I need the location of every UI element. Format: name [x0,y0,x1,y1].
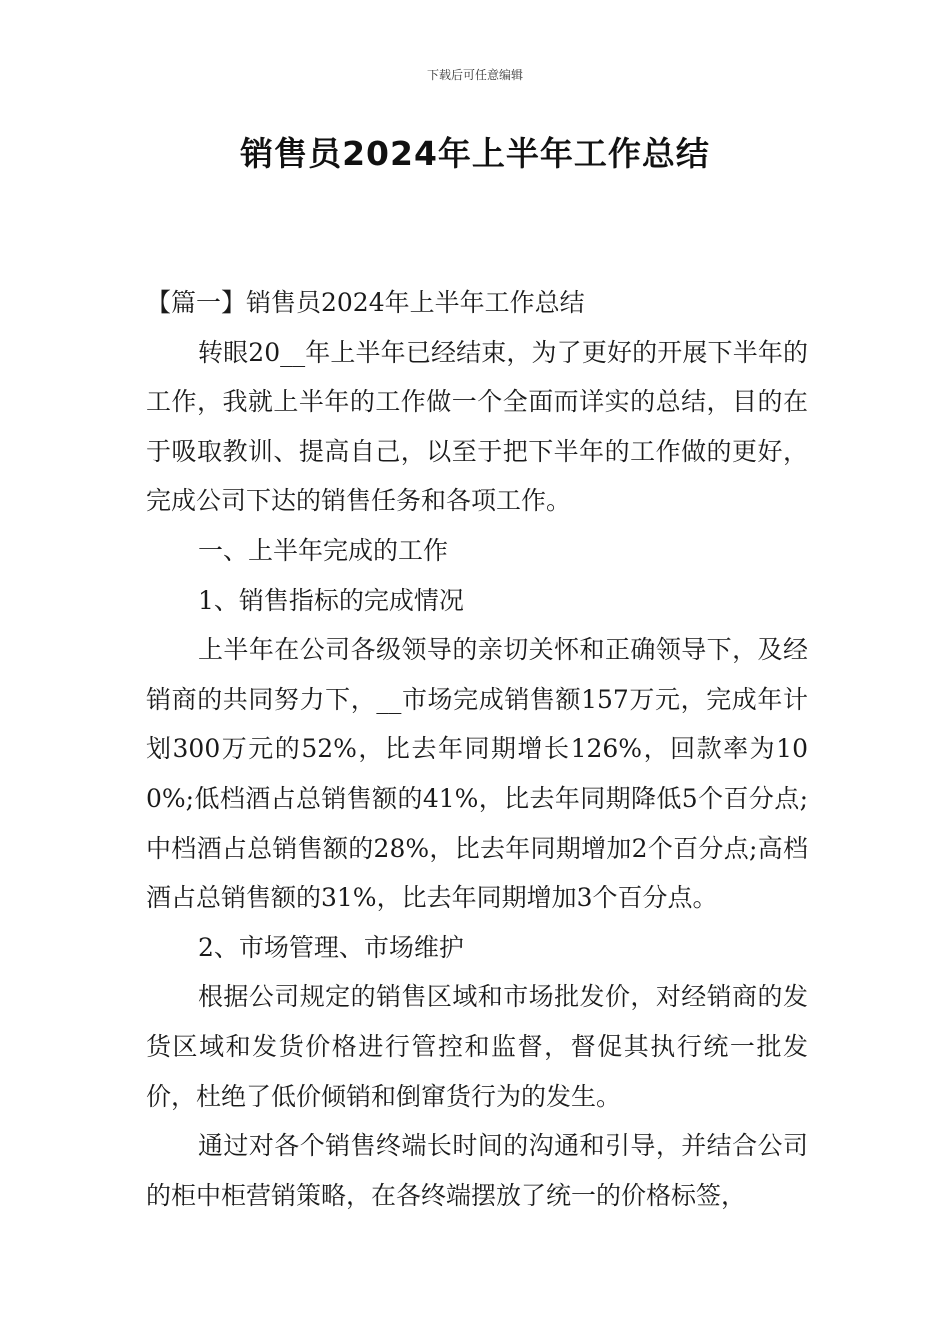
terminal-guidance-paragraph: 通过对各个销售终端长时间的沟通和引导，并结合公司的柜中柜营销策略，在各终端摆放了统一的价格标签， [146,1131,808,1210]
document-body [146,278,808,1220]
subheading-sales-targets: 1、销售指标的完成情况 [198,585,464,615]
sales-targets-paragraph: 上半年在公司各级领导的亲切关怀和正确领导下，及经销商的共同努力下，__市场完成销售额157万元，完成年计划300万元的52%，比去年同期增长126%，回款率为100%;低档酒占总销售额的41%，比去年同期降低5个百分点;中档酒占总销售额的28%，比去年同期增加2个百分点;高档酒占总销售额的31%，比去年同期增加3个百分点。 [146,635,808,913]
subheading-market-management: 2、市场管理、市场维护 [198,932,464,962]
subheading-completed-work: 一、上半年完成的工作 [198,535,449,565]
market-management-paragraph: 根据公司规定的销售区域和市场批发价，对经销商的发货区域和发货价格进行管控和监督，督促其执行统一批发价，杜绝了低价倾销和倒窜货行为的发生。 [146,982,808,1111]
section-heading: 【篇一】销售员2024年上半年工作总结 [146,288,585,317]
document-title: 销售员2024年上半年工作总结 [240,134,710,173]
header-note: 下载后可任意编辑 [426,68,523,82]
intro-paragraph: 转眼20__年上半年已经结束，为了更好的开展下半年的工作，我就上半年的工作做一个全面而详实的总结，目的在于吸取教训、提高自己，以至于把下半年的工作做的更好，完成公司下达的销售任务和各项工作。 [146,337,808,516]
